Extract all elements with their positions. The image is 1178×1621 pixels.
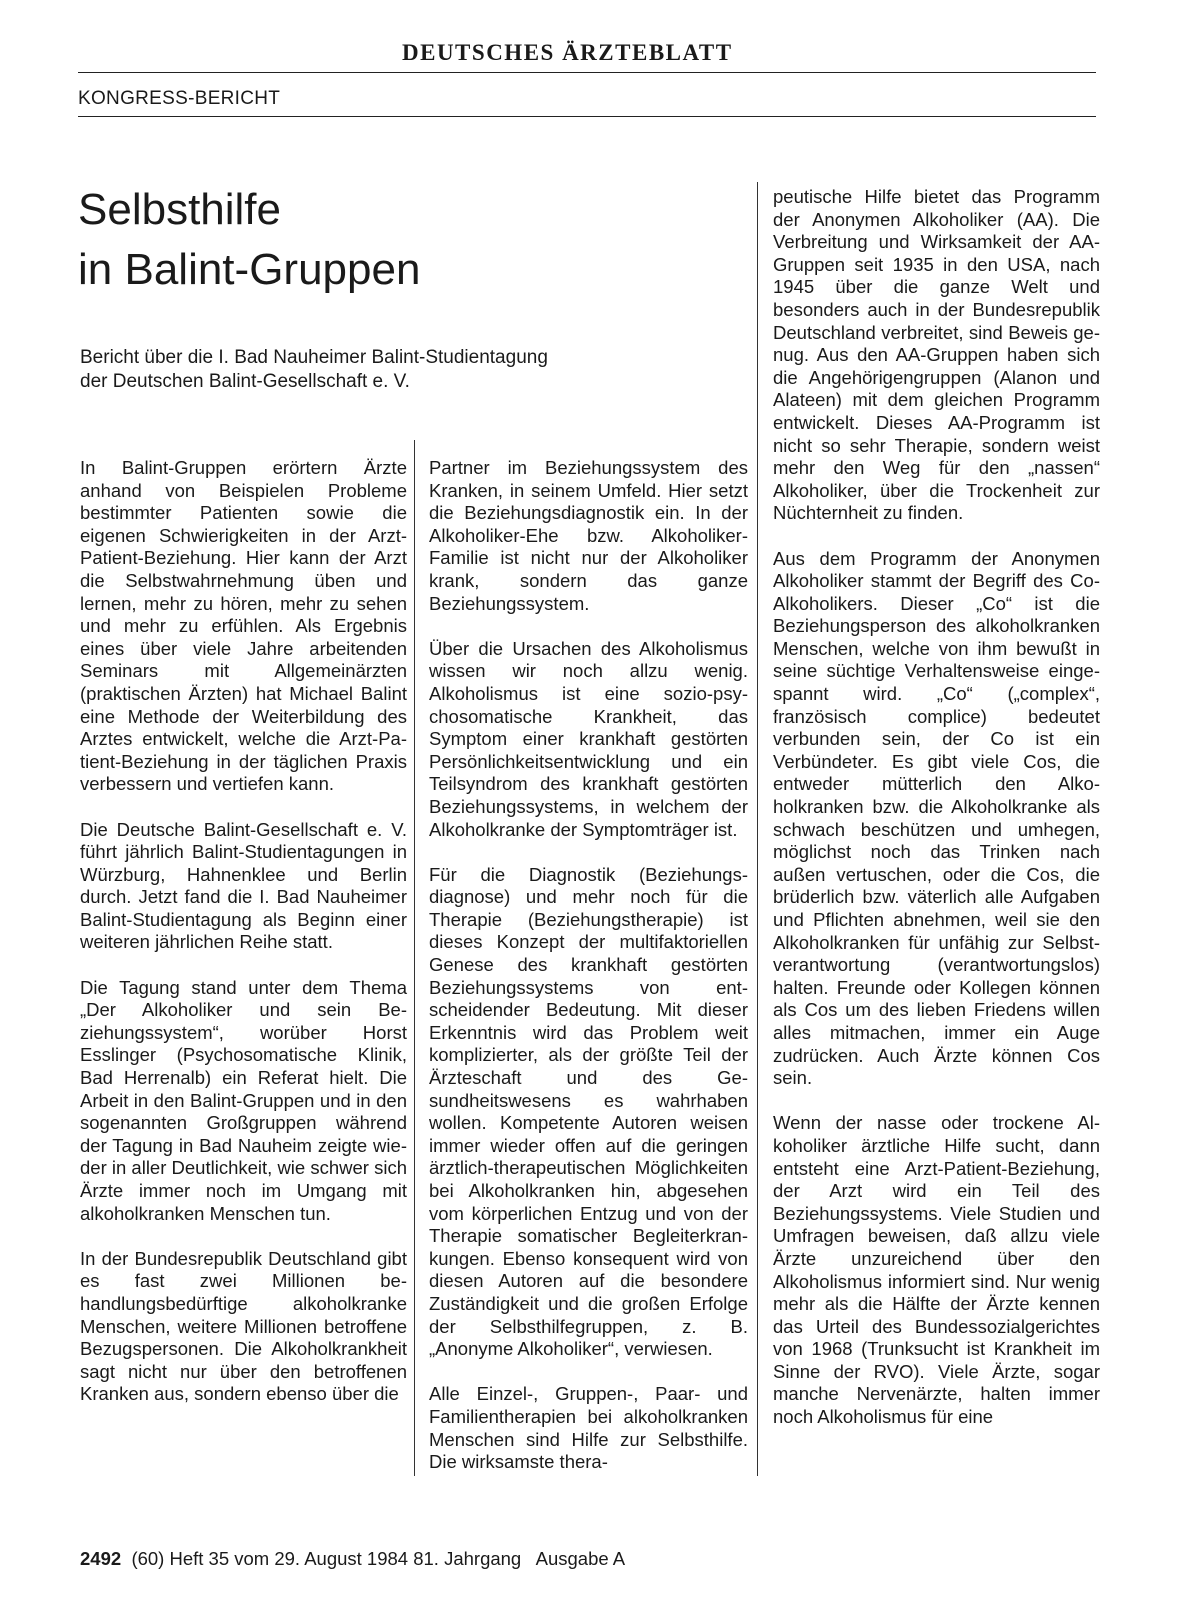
paragraph: Für die Diagnostik (Beziehungsdiagnose) und mehr noch für die Therapie (Beziehungstherapie) ist dieses Konzept der multifaktoriellen Genese des krankhaft gestörten Beziehungssystems von entscheidender Bedeutung. Mit dieser Erkenntnis wird das Problem weit komplizierter, als der größte Teil der Ärzteschaft und des Gesundheitswesens es wahrhaben wollen. Kompetente Autoren weisen immer wieder offen auf die geringen ärztlich-therapeutischen Möglichkeiten bei Alkoholkranken hin, abgesehen vom körperlichen Entzug und von der Therapie somatischer Begleiterkrankungen. Ebenso konsequent wird von diesen Autoren auf die besondere Zuständigkeit und die großen Erfolge der Selbsthilfegruppen, z. B. „Anonyme Alkoholiker“, verwiesen. [429,863,748,1360]
paragraph: Die Deutsche Balint-Gesellschaft e. V. führt jährlich Balint-Studientagungen in Würzburg, Hahnenklee und Berlin durch. Jetzt fand die I. Bad Nauheimer Balint-Studientagung als Beginn einer weiteren jährlichen Reihe statt. [80,818,407,953]
column-divider [757,182,758,1476]
masthead-rule [78,72,1096,73]
masthead: DEUTSCHES ÄRZTEBLATT [402,40,733,65]
paragraph: Partner im Beziehungssystem des Kranken, in seinem Umfeld. Hier setzt die Beziehungsdiagnostik ein. In der Alkoholiker-Ehe bzw. Alkoholiker-Familie ist nicht nur der Alkoholiker krank, sondern das ganze Beziehungssystem. [429,457,748,614]
page-footer [80,1548,625,1570]
paragraph: Die Tagung stand unter dem Thema „Der Alkoholiker und sein Beziehungssystem“, worüber Horst Esslinger (Psychosomatische Klinik, Bad Herrenalb) ein Referat hielt. Die Arbeit in den Balint-Gruppen und in den sogenannten Großgruppen während der Tagung in Bad Nauheim zeigte wieder in aller Deutlichkeit, wie schwer sich Ärzte immer noch im Umgang mit alkoholkranken Menschen tun. [80,976,407,1224]
issue-info: (60) Heft 35 vom 29. August 1984 81. Jahrgang [131,1548,522,1569]
text-column-1 [80,457,407,1406]
edition-label: Ausgabe A [535,1548,626,1569]
title-line-1: Selbsthilfe [78,185,282,234]
paragraph: Aus dem Programm der Anonymen Alkoholiker stammt der Begriff des Co-Alkoholikers. Dieser „Co“ ist die Beziehungsperson des alkoholkranken Menschen, welche von ihm bewußt in seine süchtige Verhaltensweise eingespannt wird. „Co“ („complex“, französisch complice) bedeutet verbunden sein, der Co ist ein Verbündeter. Es gibt viele Cos, die entweder mütterlich den Alkoholkranken bzw. die Alkoholkranke als schwach beschützen und umhegen, möglichst noch das Trinken nach außen vertuschen, oder die Cos, die brüderlich bzw. väterlich alle Aufgaben und Pflichten abnehmen, weil sie den Alkoholkranken für unfähig zur Selbstverantwortung (verantwortungslos) halten. Freunde oder Kollegen können als Cos um des lieben Friedens willen alles mitmachen, immer ein Auge zudrücken. Auch Ärzte können Cos sein. [773,547,1100,1089]
column-divider [414,440,415,1476]
paragraph: Über die Ursachen des Alkoholismus wissen wir noch allzu wenig. Alkoholismus ist eine sozio-psychosomatische Krankheit, das Symptom einer krankhaft gestörten Persönlichkeitsentwicklung und ein Teilsyndrom des krankhaft gestörten Beziehungssystems, in welchem der Alkoholkranke der Symptomträger ist. [429,637,748,840]
subtitle-line-2: der Deutschen Balint-Gesellschaft e. V. [80,371,410,392]
text-column-3 [773,186,1100,1429]
title-line-2: in Balint-Gruppen [78,245,421,294]
paragraph: In der Bundesrepublik Deutschland gibt es fast zwei Millionen behandlungsbedürftige alkoholkranke Menschen, weitere Millionen betroffene Bezugspersonen. Die Alkoholkrankheit sagt nicht nur über den betroffenen Kranken aus, sondern ebenso über die [80,1247,407,1405]
article-subtitle [80,346,548,394]
section-label: KONGRESS-BERICHT [78,88,281,109]
page-number: 2492 [80,1548,122,1569]
paragraph: Alle Einzel-, Gruppen-, Paar- und Familientherapien bei alkoholkranken Menschen sind Hilfe zur Selbsthilfe. Die wirksamste thera- [429,1383,748,1473]
paragraph: Wenn der nasse oder trockene Alkoholiker ärztliche Hilfe sucht, dann entsteht eine Arzt-Patient-Beziehung, der Arzt wird ein Teil des Beziehungssystems. Viele Studien und Umfragen beweisen, daß allzu viele Ärzte unzureichend über den Alkoholismus informiert sind. Nur wenig mehr als die Hälfte der Ärzte kennen das Urteil des Bundessozialgerichtes von 1968 (Trunksucht ist Krankheit im Sinne der RVO). Viele Ärzte, sogar manche Nervenärzte, halten immer noch Alkoholismus für eine [773,1112,1100,1428]
paragraph: peutische Hilfe bietet das Programm der Anonymen Alkoholiker (AA). Die Verbreitung und Wirksamkeit der AA-Gruppen seit 1935 in den USA, nach 1945 über die ganze Welt und besonders auch in der Bundesrepublik Deutschland verbreitet, sind Beweis genug. Aus den AA-Gruppen haben sich die Angehörigengruppen (Alanon und Alateen) mit dem gleichen Programm entwickelt. Dieses AA-Programm ist nicht so sehr Therapie, sondern weist mehr den Weg für den „nassen“ Alkoholiker, über die Trockenheit zur Nüchternheit zu finden. [773,186,1100,524]
subtitle-line-1: Bericht über die I. Bad Nauheimer Balint-Studientagung [80,347,548,368]
text-column-2 [429,457,748,1474]
article-title [78,180,420,300]
paragraph: In Balint-Gruppen erörtern Ärzte anhand von Beispielen Probleme bestimmter Patienten sowie die eigenen Schwierigkeiten in der Arzt-Patient-Beziehung. Hier kann der Arzt die Selbstwahrnehmung üben und lernen, mehr zu hören, mehr zu sehen und mehr zu erfühlen. Als Ergebnis eines über viele Jahre arbeitenden Seminars mit Allgemeinärzten (praktischen Ärzten) hat Michael Balint eine Methode der Weiterbildung des Arztes entwickelt, welche die Arzt-Patient-Beziehung in der täglichen Praxis verbessern und vertiefen kann. [80,457,407,795]
section-rule [78,116,1096,117]
